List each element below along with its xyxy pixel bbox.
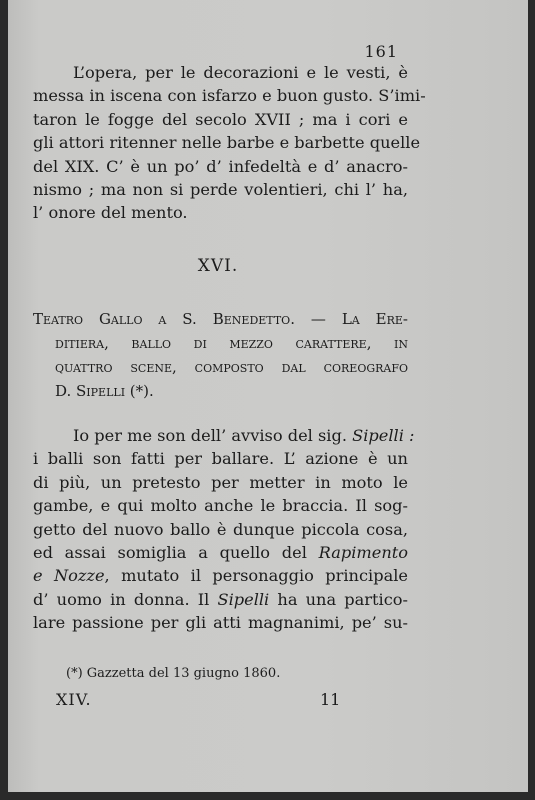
text-line: nismo ; ma non si perde volentieri, chi l’ ha, bbox=[33, 180, 408, 200]
section-number: XVI. bbox=[197, 256, 239, 276]
italic-title: Rapimento bbox=[318, 543, 408, 563]
text-line: i balli son fatti per ballare. L’ azione è un bbox=[33, 449, 408, 469]
text-line bbox=[33, 541, 408, 564]
text-line: lare passione per gli atti magnanimi, pe’ su- bbox=[33, 613, 408, 633]
text-line: L’opera, per le decorazioni e le vesti, è bbox=[73, 63, 408, 82]
text-line: getto del nuovo ballo è dunque piccola cosa, bbox=[33, 519, 408, 539]
italic-title: e Nozze bbox=[33, 566, 105, 586]
text-line: messa in iscena con isfarzo e buon gusto. S’imi- bbox=[33, 86, 426, 106]
title-line: D. Sipelli (*). bbox=[55, 382, 154, 400]
text-line bbox=[33, 564, 408, 587]
title-line: ditiera, ballo di mezzo carattere, in bbox=[55, 334, 408, 352]
text-segment: d’ uomo in donna. Il bbox=[33, 589, 218, 609]
section-title bbox=[33, 307, 408, 403]
text-line bbox=[33, 588, 408, 611]
italic-name: Sipelli bbox=[217, 589, 270, 609]
text-line bbox=[33, 424, 415, 447]
text-line: gambe, e qui molto anche le braccia. Il sog- bbox=[33, 496, 408, 516]
page-number: 161 bbox=[364, 42, 398, 61]
paragraph-opera bbox=[33, 61, 426, 225]
book-page bbox=[8, 0, 528, 792]
text-segment: , mutato il personaggio principale bbox=[104, 566, 408, 586]
title-line: Teatro Gallo a S. Benedetto. — La Ere- bbox=[33, 310, 408, 328]
text-line: l’ onore del mento. bbox=[33, 203, 188, 223]
italic-name: Sipelli : bbox=[352, 426, 415, 445]
paragraph-ballo bbox=[33, 424, 415, 635]
text-segment: ed assai somiglia a quello del bbox=[33, 543, 319, 563]
title-line: quattro scene, composto dal coreografo bbox=[55, 358, 408, 376]
text-line: del XIX. C’ è un po’ d’ infedeltà e d’ anacro- bbox=[33, 156, 408, 176]
signature-mark: XIV. bbox=[56, 690, 92, 709]
text-line: gli attori ritenner nelle barbe e barbette quelle bbox=[33, 133, 421, 153]
signature-number: 11 bbox=[320, 690, 341, 709]
text-segment: Io per me son dell’ avviso del sig. bbox=[73, 426, 353, 445]
text-line: di più, un pretesto per metter in moto le bbox=[33, 472, 408, 492]
footnote: (*) Gazzetta del 13 giugno 1860. bbox=[66, 666, 281, 681]
text-segment: ha una partico- bbox=[269, 589, 408, 609]
text-line: taron le fogge del secolo XVII ; ma i cori e bbox=[33, 109, 408, 129]
